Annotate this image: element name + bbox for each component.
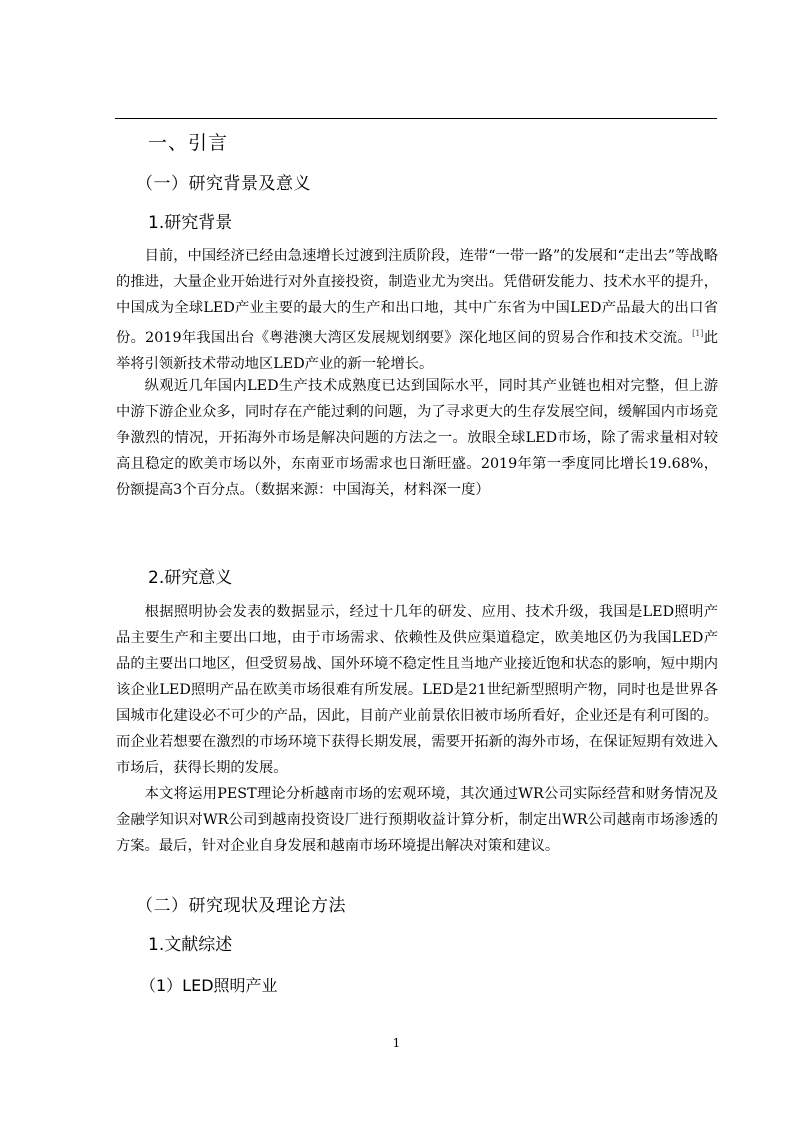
subsection-heading-significance: 2.研究意义 [148, 568, 233, 588]
page-number: 1 [392, 1036, 401, 1050]
paragraph-text: 目前，中国经济已经由急速增长过渡到注质阶段，连带“一带一路”的发展和“走出去”等战略的推进，大量企业开始进行对外直接投资，制造业尤为突出。凭借研发能力、技术水平的提升，中国成为全球LED产业主要的最大的生产和出口地，其中广东省为中国LED产品最大的出口省份。2019年我国出台《粤港澳大湾区发展规划纲要》深化地区间的贸易合作和技术交流。 [116, 248, 718, 346]
subsubsection-heading-led: （1）LED照明产业 [140, 976, 278, 995]
subsection-heading-literature: 1.文献综述 [148, 935, 233, 955]
section-heading-background: （一）研究背景及意义 [136, 174, 311, 194]
paragraph-background-1 [116, 243, 718, 377]
citation-ref: [1] [692, 329, 704, 338]
paragraph-significance-1: 根据照明协会发表的数据显示，经过十几年的研发、应用、技术升级，我国是LED照明产品主要生产和主要出口地，由于市场需求、依赖性及供应渠道稳定，欧美地区仍为我国LED产品的主要出口地区，但受贸易战、国外环境不稳定性且当地产业接近饱和状态的影响，短中期内该企业LED照明产品在欧美市场很难有所发展。LED是21世纪新型照明产物，同时也是世界各国城市化建设必不可少的产品，因此，目前产业前景依旧被市场所看好，企业还是有利可图的。而企业若想要在激烈的市场环境下获得长期发展，需要开拓新的海外市场，在保证短期有效进入市场后，获得长期的发展。 [116, 604, 718, 776]
header-rule [115, 118, 717, 119]
subsection-heading-background: 1.研究背景 [148, 213, 233, 233]
paragraph-significance-2: 本文将运用PEST理论分析越南市场的宏观环境，其次通过WR公司实际经营和财务情况及金融学知识对WR公司到越南投资设厂进行预期收益计算分析，制定出WR公司越南市场渗透的方案。最后，针对企业自身发展和越南市场环境提出解决对策和建议。 [116, 786, 718, 854]
chapter-heading: 一、引言 [148, 132, 229, 154]
paragraph-background-2: 纵观近几年国内LED生产技术成熟度已达到国际水平，同时其产业链也相对完整，但上游中游下游企业众多，同时存在产能过剩的问题，为了寻求更大的生存发展空间，缓解国内市场竞争激烈的情况，开拓海外市场是解决问题的方法之一。放眼全球LED市场，除了需求量相对较高且稳定的欧美市场以外，东南亚市场需求也日渐旺盛。2019年第一季度同比增长19.68%，份额提高3个百分点。（数据来源：中国海关，材料深一度） [116, 378, 718, 498]
section-heading-status: （二）研究现状及理论方法 [136, 896, 346, 916]
paragraph-text: 此举将引领新技术带动地区LED产业的新一轮增长。 [116, 330, 719, 372]
